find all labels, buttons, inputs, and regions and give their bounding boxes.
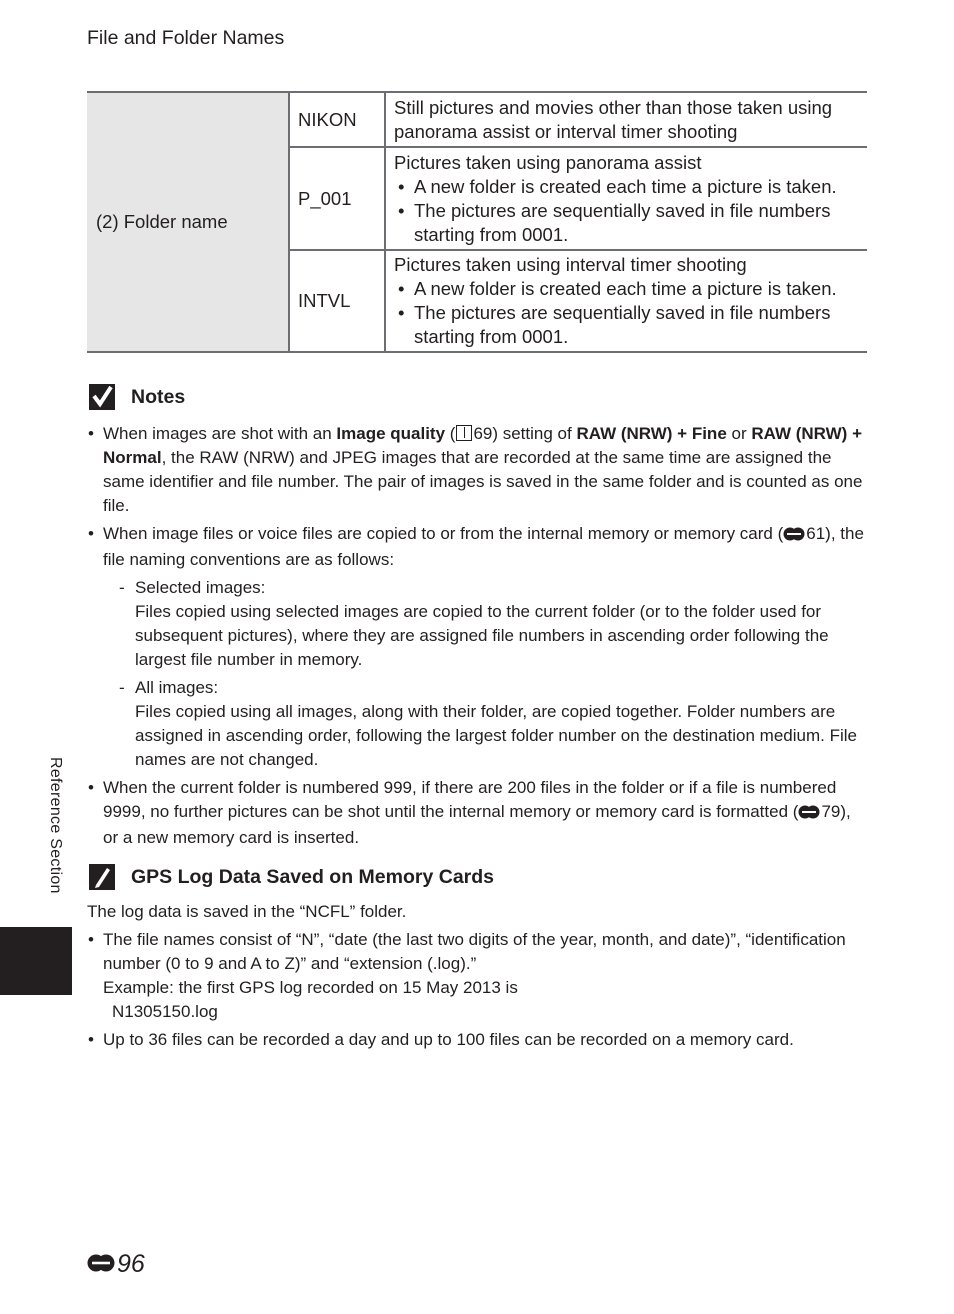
e-section-icon xyxy=(798,802,820,826)
page-number xyxy=(87,1250,145,1279)
menu-term: RAW (NRW) + Normal xyxy=(103,424,862,467)
gps-intro: The log data is saved in the “NCFL” folder. xyxy=(87,902,407,921)
gps-bullet-1 xyxy=(87,928,867,1024)
e-section-icon xyxy=(783,524,805,548)
folder-desc-nikon: Still pictures and movies other than those taken using panorama assist or interval timer shooting xyxy=(385,92,867,147)
list-item: • A new folder is created each time a picture is taken. xyxy=(394,277,859,301)
menu-term: RAW (NRW) + Fine xyxy=(576,424,727,443)
side-section-label: Reference Section xyxy=(47,757,64,894)
text: 61), the file naming conventions are as follows: xyxy=(103,524,864,569)
section-tab xyxy=(0,927,72,995)
gps-body xyxy=(87,900,867,1056)
dash-mark: - xyxy=(119,578,125,597)
notes-bullet-1 xyxy=(87,422,867,518)
notes-heading xyxy=(88,383,185,411)
folder-code-nikon: NIKON xyxy=(289,92,385,147)
text: When the current folder is numbered 999, if there are 200 files in the folder or if a file is numbered 9999, no further pictures can be shot until the internal memory or memory card is formatted ( xyxy=(103,778,837,821)
gps-title: GPS Log Data Saved on Memory Cards xyxy=(131,865,495,888)
dash-mark: - xyxy=(119,678,125,697)
folder-desc-intvl-text: Pictures taken using interval timer shooting xyxy=(394,254,747,275)
folder-desc-intvl xyxy=(385,250,867,352)
list-item: • The pictures are sequentially saved in file numbers starting from 0001. xyxy=(394,301,859,349)
text: ( xyxy=(445,424,456,443)
example-filename: N1305150.log xyxy=(112,1002,218,1021)
book-reference-icon xyxy=(456,425,472,441)
notes-bullet-3 xyxy=(87,776,867,850)
text: Example: the first GPS log recorded on 15 May 2013 is xyxy=(103,978,518,997)
table-row xyxy=(87,92,867,147)
folder-code-intvl: INTVL xyxy=(289,250,385,352)
dash-body: Files copied using all images, along with their folder, are copied together. Folder numbers are assigned in ascending order, following the largest folder number on the destination medium. File names are not changed. xyxy=(135,702,857,769)
text: • The file names consist of “N”, “date (the last two digits of the year, month, and date)”, “identification number (0 to 9 and A to Z)” and “extension (.log).” xyxy=(103,930,846,973)
folder-name-label: (2) Folder name xyxy=(87,92,289,352)
running-header: File and Folder Names xyxy=(87,27,285,49)
page-number-text: 96 xyxy=(117,1250,145,1278)
gps-bullet-2: • Up to 36 files can be recorded a day and up to 100 files can be recorded on a memory card. xyxy=(87,1028,867,1052)
dash-item-all xyxy=(103,676,867,772)
dash-title: Selected images: xyxy=(135,578,266,597)
text: or xyxy=(726,424,752,443)
text: When image files or voice files are copied to or from the internal memory or memory card ( xyxy=(103,524,784,543)
folder-desc-p001-bullets xyxy=(394,175,859,247)
notes-bullet-2 xyxy=(87,522,867,772)
folder-desc-p001 xyxy=(385,147,867,250)
menu-term: Image quality xyxy=(336,424,446,443)
dash-item-selected xyxy=(103,576,867,672)
folder-desc-intvl-bullets xyxy=(394,277,859,349)
text: When images are shot with an xyxy=(103,424,337,443)
dash-body: Files copied using selected images are copied to the current folder (or to the folder used for subsequent pictures), where they are assigned file numbers in ascending order following the largest file number in memory. xyxy=(135,602,829,669)
list-item: • The pictures are sequentially saved in file numbers starting from 0001. xyxy=(394,199,859,247)
text: 69) setting of xyxy=(473,424,577,443)
folder-name-table xyxy=(87,91,867,353)
text: , the RAW (NRW) and JPEG images that are recorded at the same time are assigned the same identifier and file number. The pair of images is saved in the same folder and is counted as one file. xyxy=(103,448,863,515)
dash-title: All images: xyxy=(135,678,219,697)
checkmark-notes-icon xyxy=(88,383,116,411)
gps-heading xyxy=(88,863,494,891)
notes-title: Notes xyxy=(131,385,186,408)
folder-code-p001: P_001 xyxy=(289,147,385,250)
text: 79), or a new memory card is inserted. xyxy=(103,802,851,847)
pencil-note-icon xyxy=(88,863,116,891)
list-item: • A new folder is created each time a picture is taken. xyxy=(394,175,859,199)
notes-body xyxy=(87,422,867,854)
e-section-icon xyxy=(87,1250,115,1279)
folder-desc-p001-text: Pictures taken using panorama assist xyxy=(394,151,702,173)
